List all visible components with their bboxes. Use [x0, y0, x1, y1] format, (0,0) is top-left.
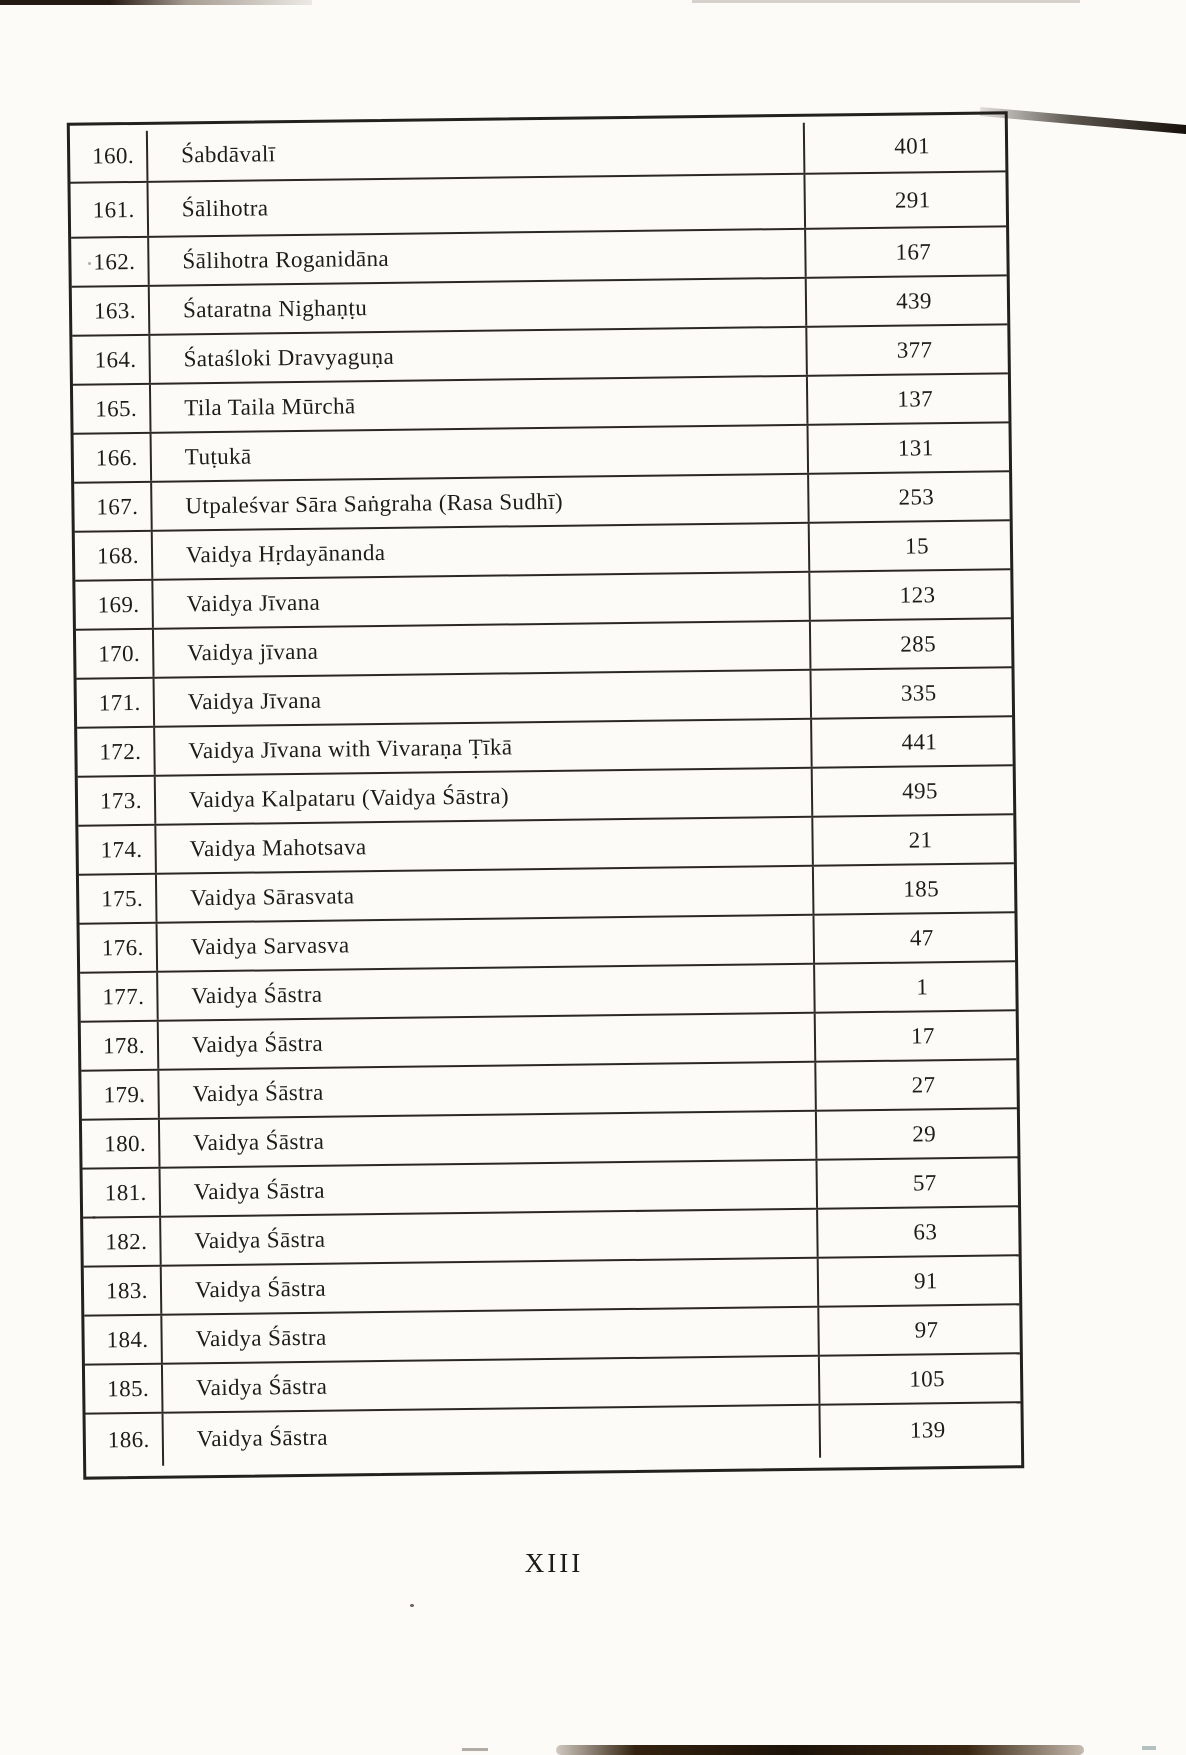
entry-number: 182.	[83, 1218, 162, 1266]
entry-page: 1	[916, 973, 929, 999]
entry-title: Vaidya Sarvasva	[158, 916, 816, 971]
entry-page: 441	[901, 728, 938, 755]
entry-number: 161.	[70, 183, 149, 237]
entry-number: 164.	[72, 336, 151, 384]
entry-number: 173.	[78, 777, 157, 825]
entry-page: 139	[909, 1417, 946, 1443]
entry-page: 439	[895, 287, 932, 314]
entry-number: 175.	[79, 875, 158, 923]
scan-artifact-top-middle	[692, 0, 1080, 3]
entry-title: Vaidya Śāstra	[161, 1210, 819, 1265]
entry-title: Tila Taila Mūrchā	[151, 377, 809, 432]
entry-number: 168.	[75, 532, 154, 580]
entry-title: Śālihotra Roganidāna	[149, 230, 807, 285]
entry-title: Vaidya Śāstra	[159, 1063, 817, 1118]
entry-page: 15	[904, 532, 930, 559]
entry-title: Tuṭukā	[152, 426, 810, 481]
entry-number: 174.	[78, 826, 157, 874]
entry-page: 137	[897, 385, 934, 412]
entry-page: 377	[896, 336, 933, 363]
scan-artifact-bottom-speck	[1142, 1746, 1156, 1750]
entry-title: Vaidya Śāstra	[158, 965, 816, 1020]
entry-number: 179.	[81, 1071, 160, 1119]
entry-title: Vaidya Jīvana	[155, 671, 813, 726]
entry-title: Vaidya jīvana	[154, 622, 812, 677]
scan-artifact-top-right	[980, 107, 1186, 134]
entry-number: 177.	[80, 973, 159, 1021]
entry-number: 162.	[71, 238, 150, 286]
entry-number: 160.	[70, 131, 149, 182]
entry-number: 184.	[84, 1316, 163, 1364]
entry-page: 123	[899, 581, 936, 608]
entry-number: 183.	[84, 1267, 163, 1315]
entry-page: 285	[900, 630, 937, 657]
entry-number: 170.	[76, 630, 155, 678]
entry-title: Śataśloki Dravyaguṇa	[150, 328, 808, 383]
entry-number: 172.	[77, 728, 156, 776]
page-number-footer: XIII	[524, 1548, 584, 1578]
entry-page: 91	[913, 1267, 939, 1294]
entry-page: 291	[894, 186, 931, 213]
entry-title: Vaidya Jīvana	[153, 573, 811, 628]
entry-title: Vaidya Śāstra	[159, 1014, 817, 1069]
entry-number: 171.	[77, 679, 156, 727]
entry-page: 63	[913, 1218, 938, 1245]
entry-title: Śālihotra	[148, 175, 806, 236]
entry-page: 131	[897, 434, 934, 461]
entry-page: 185	[903, 875, 940, 902]
entry-number: 178.	[81, 1022, 160, 1070]
entry-number: 169.	[75, 581, 154, 629]
entry-title: Vaidya Śāstra	[160, 1112, 818, 1167]
entry-title: Śataratna Nighaṇṭu	[150, 279, 808, 334]
entry-number: 176.	[80, 924, 159, 972]
entry-page: 105	[909, 1365, 946, 1392]
entry-page: 167	[895, 238, 932, 265]
entry-title: Vaidya Śāstra	[161, 1161, 819, 1216]
entry-number: 181.	[83, 1169, 162, 1217]
entry-title: Vaidya Kalpataru (Vaidya Śāstra)	[156, 769, 814, 824]
entry-title: Vaidya Mahotsava	[156, 818, 814, 873]
entry-number: 185.	[85, 1365, 164, 1413]
entry-page: 253	[898, 483, 935, 510]
entry-title: Vaidya Jīvana with Vivaraṇa Ṭīkā	[155, 720, 813, 775]
entry-number: 165.	[73, 385, 152, 433]
entry-page: 21	[908, 826, 933, 853]
scan-speck	[410, 1604, 414, 1607]
entry-page: 17	[910, 1022, 936, 1049]
table-row	[86, 1403, 1022, 1476]
toc-table	[67, 111, 1025, 1479]
entry-title: Vaidya Śāstra	[163, 1357, 821, 1412]
entry-page: 29	[912, 1120, 937, 1147]
entry-number: 166.	[74, 434, 153, 482]
entry-number: 180.	[82, 1120, 161, 1168]
entry-page: 97	[914, 1316, 939, 1343]
entry-page: 335	[900, 679, 937, 706]
entry-page: 47	[909, 924, 934, 951]
entry-page: 495	[901, 777, 938, 804]
entry-number: 163.	[72, 287, 151, 335]
entry-title: Śabdāvalī	[148, 123, 806, 181]
entry-title: Vaidya Śāstra	[162, 1308, 820, 1363]
scan-artifact-bottom-dash	[462, 1748, 488, 1751]
scan-artifact-top-left	[0, 0, 312, 5]
entry-title: Vaidya Śāstra	[164, 1406, 822, 1466]
entry-number: 186.	[86, 1414, 165, 1467]
entry-title: Vaidya Sārasvata	[157, 867, 815, 922]
scan-artifact-bottom-bar	[556, 1745, 1084, 1755]
entry-page: 401	[894, 133, 931, 159]
entry-title: Vaidya Hṛdayānanda	[153, 524, 811, 579]
entry-title: Utpaleśvar Sāra Saṅgraha (Rasa Sudhī)	[152, 475, 810, 530]
entry-page: 27	[911, 1071, 936, 1098]
entry-title: Vaidya Śāstra	[162, 1259, 820, 1314]
entry-page: 57	[912, 1169, 937, 1196]
entry-number: 167.	[74, 483, 153, 531]
